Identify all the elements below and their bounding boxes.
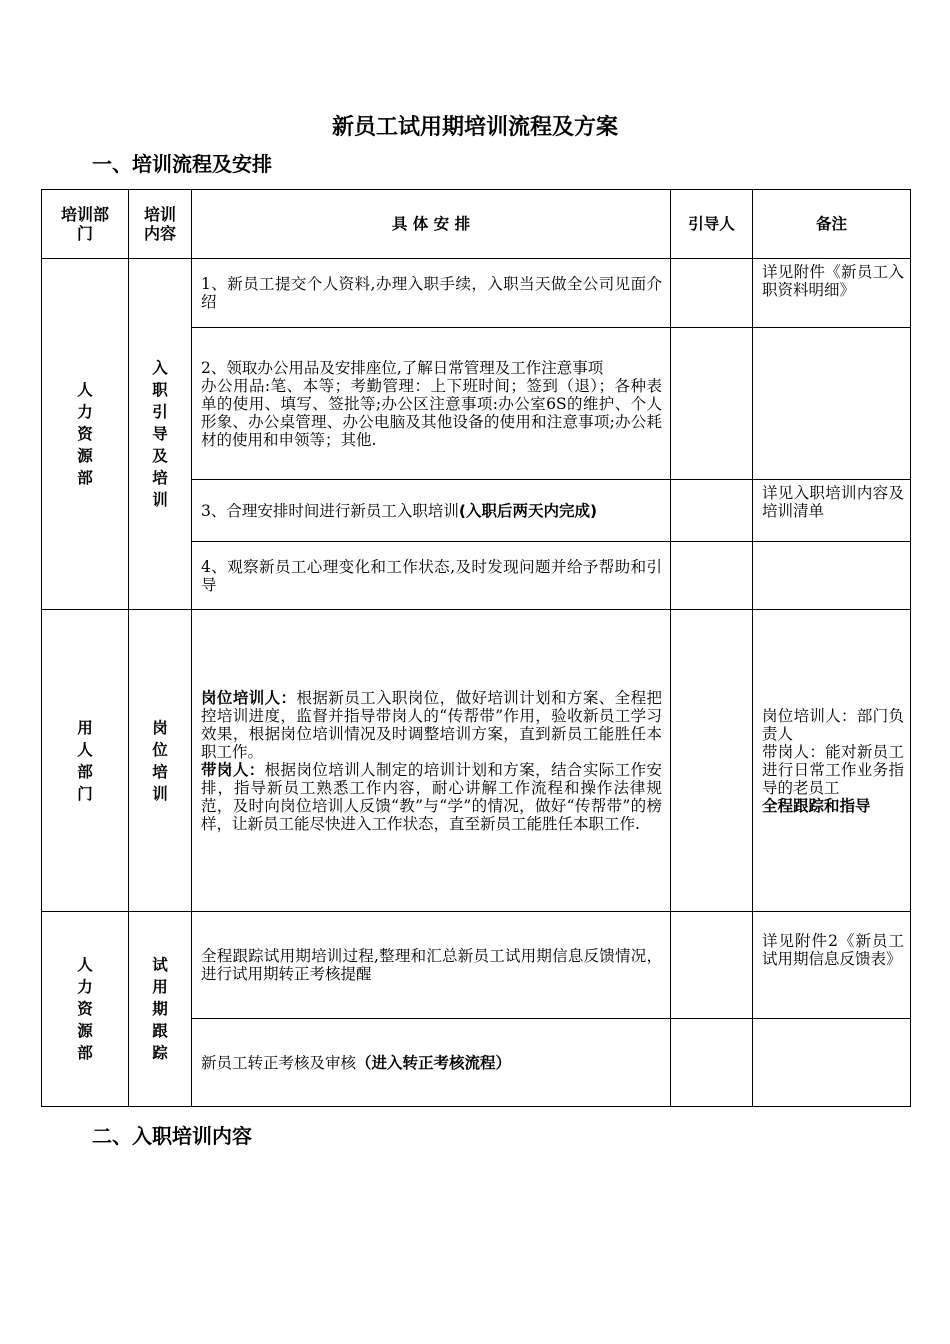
- detail-cell: 岗位培训人：根据新员工入职岗位，做好培训计划和方案、全程把控培训进度，监督并指导带岗人的“传帮带”作用，验收新员工学习效果，根据岗位培训情况及时调整培训方案，直到新员工能胜任本职工作。 带岗人：根据岗位培训人制定的培训计划和方案，结合实际工作安排，指导新员工熟悉工作内容，耐心讲解工作流程和操作法律规范，及时向岗位培训人反馈“教”与“学”的情况，做好“传帮带”的榜样，让新员工能尽快进入工作状态，直至新员工能胜任本职工作.: [192, 610, 671, 912]
- guide-cell: [671, 542, 753, 610]
- detail-cell: 4、观察新员工心理变化和工作状态,及时发现问题并给予帮助和引导: [192, 542, 671, 610]
- note-cell: 详见附件《新员工入职资料明细》: [753, 259, 911, 328]
- training-plan-table: [41, 189, 911, 1107]
- note-cell: 详见入职培训内容及培训清单: [753, 480, 911, 542]
- note-cell: [753, 328, 911, 480]
- table-header-row: [42, 190, 911, 259]
- header-content: 培训内容: [129, 190, 192, 259]
- content-cell: 岗位培训: [129, 610, 192, 912]
- detail-cell: 2、领取办公用品及安排座位,了解日常管理及工作注意事项 办公用品:笔、本等；考勤管理：上下班时间；签到（退）；各种表单的使用、填写、签批等;办公区注意事项:办公室6S的维护、个人形象、办公桌管理、办公电脑及其他设备的使用和注意事项;办公耗材的使用和申领等；其他.: [192, 328, 671, 480]
- dept-cell: 人力资源部: [42, 912, 129, 1107]
- guide-cell: [671, 912, 753, 1019]
- header-guide: 引导人: [671, 190, 753, 259]
- guide-cell: [671, 480, 753, 542]
- content-cell: 入职引导及培训: [129, 259, 192, 610]
- table-row: [42, 610, 911, 912]
- detail-cell: 1、新员工提交个人资料,办理入职手续，入职当天做全公司见面介绍: [192, 259, 671, 328]
- detail-cell: 3、合理安排时间进行新员工入职培训(入职后两天内完成): [192, 480, 671, 542]
- guide-cell: [671, 259, 753, 328]
- guide-cell: [671, 1019, 753, 1107]
- section-heading-1: 一、培训流程及安排: [92, 152, 272, 176]
- header-dept: 培训部门: [42, 190, 129, 259]
- table-row: [42, 259, 911, 328]
- guide-cell: [671, 610, 753, 912]
- header-note: 备注: [753, 190, 911, 259]
- note-cell: [753, 1019, 911, 1107]
- note-cell: 岗位培训人：部门负责人 带岗人：能对新员工进行日常工作业务指导的老员工 全程跟踪和指导: [753, 610, 911, 912]
- detail-cell: 全程跟踪试用期培训过程,整理和汇总新员工试用期信息反馈情况，进行试用期转正考核提醒: [192, 912, 671, 1019]
- table-row: [42, 912, 911, 1019]
- dept-cell: 用人部门: [42, 610, 129, 912]
- section-heading-2: 二、入职培训内容: [92, 1124, 252, 1148]
- detail-cell: 新员工转正考核及审核（进入转正考核流程）: [192, 1019, 671, 1107]
- content-cell: 试用期跟踪: [129, 912, 192, 1107]
- dept-cell: 人力资源部: [42, 259, 129, 610]
- header-detail: 具 体 安 排: [192, 190, 671, 259]
- guide-cell: [671, 328, 753, 480]
- note-cell: 详见附件2《新员工试用期信息反馈表》: [753, 912, 911, 1019]
- note-cell: [753, 542, 911, 610]
- page-title: 新员工试用期培训流程及方案: [331, 115, 618, 140]
